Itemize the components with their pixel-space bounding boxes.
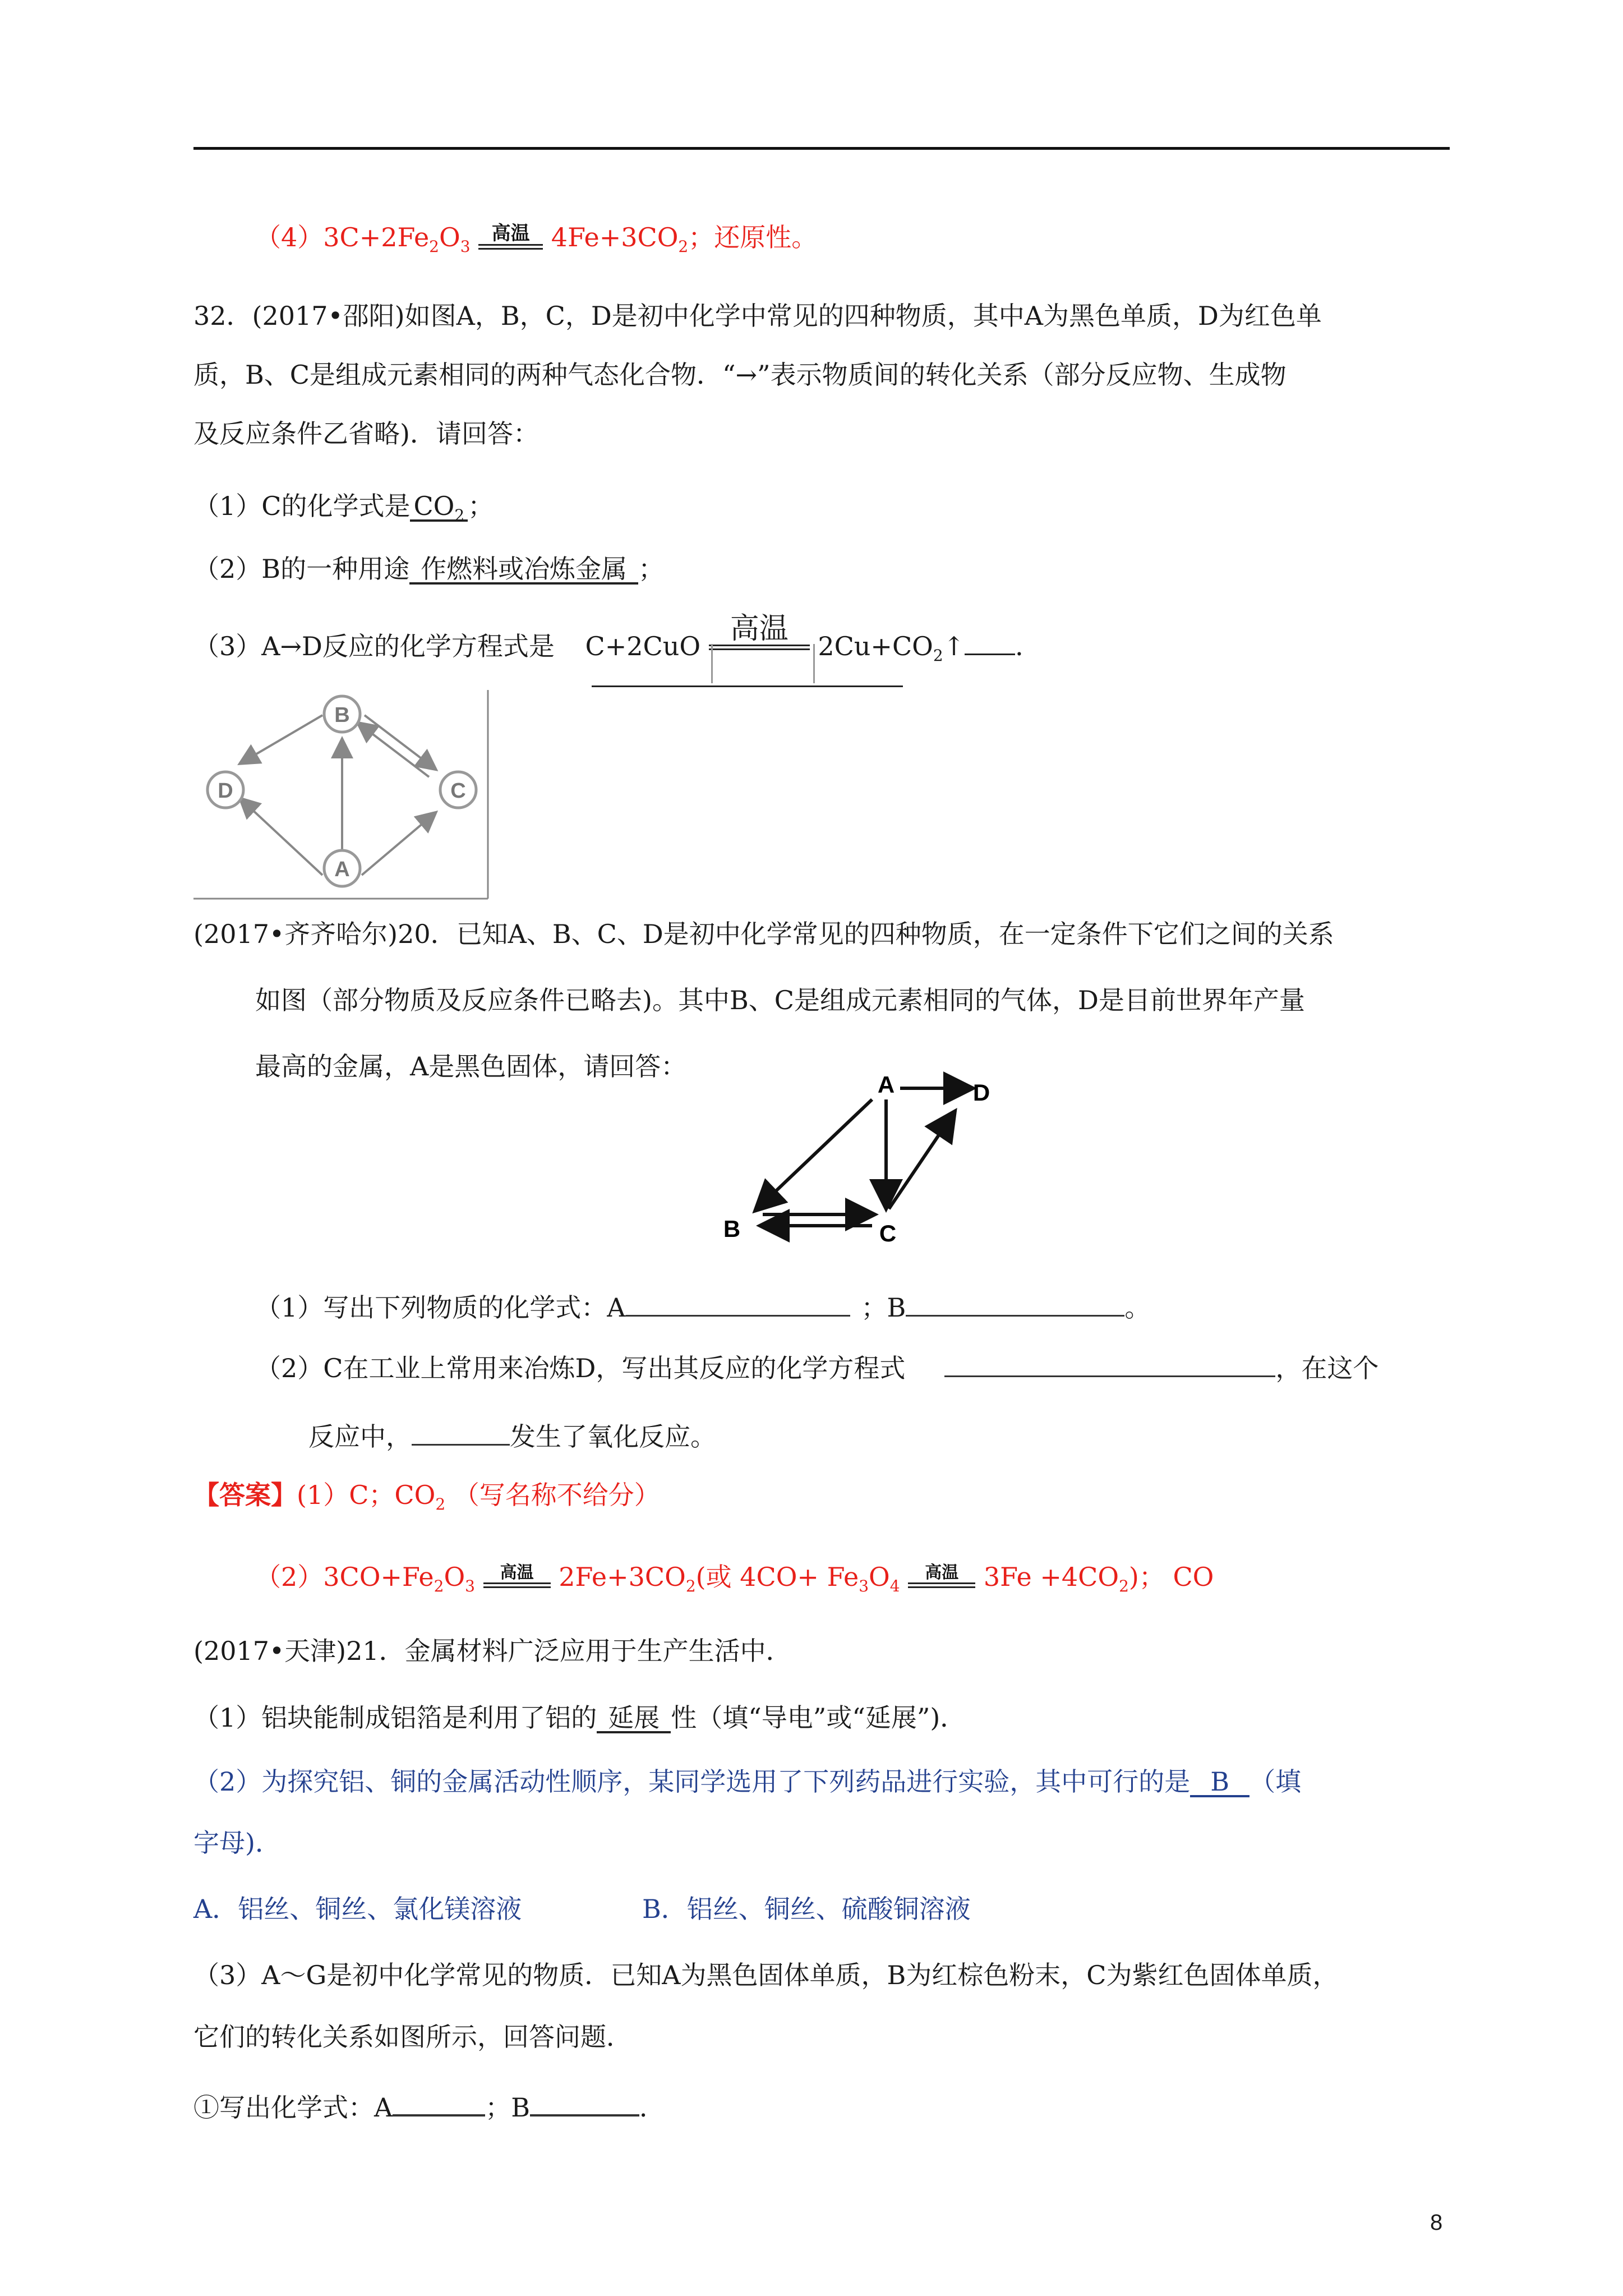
svg-text:B: B	[334, 703, 350, 727]
node-D: D	[972, 1079, 990, 1106]
q20-line2: 如图（部分物质及反应条件已略去)。其中B、C是组成元素相同的气体，D是目前世界年产量	[255, 985, 1305, 1015]
q20-line3: 最高的金属，A是黑色固体，请回答：	[255, 1051, 687, 1082]
q21-part3-line2: 它们的转化关系如图所示，回答问题．	[193, 2022, 632, 2052]
reaction-condition: 高温	[483, 1565, 551, 1588]
q21-part1: （1）铝块能制成铝箔是利用了铝的 延展 性（填“导电”或“延展”)．	[193, 1703, 966, 1733]
q20-answer2: $(2)3CO+Fe_2O_3$ 高温 $2Fe+3CO_2$(或 $4CO+ Fe_3O_4$ 高温 $3Fe +4CO_2$)； CO	[255, 1562, 1214, 1595]
reaction-condition: 高温	[908, 1565, 975, 1588]
node-B: B	[723, 1216, 741, 1242]
svg-text:A: A	[334, 858, 350, 881]
eq-box-edge	[711, 644, 713, 683]
q20-line1: (2017•齐齐哈尔)20．已知A、B、C、D是初中化学常见的四种物质，在一定条件下它们之间的关系	[193, 919, 1334, 949]
q21-part2: （2）为探究铝、铜的金属活动性顺序，某同学选用了下列药品进行实验，其中可行的是 B （填	[193, 1766, 1302, 1797]
node-B	[324, 696, 360, 732]
node-D	[208, 772, 243, 808]
q32-part2: （2）B的一种用途 作燃料或冶炼金属 ；	[193, 554, 665, 584]
answer-line-4: $(4)3C+2Fe_2O_3$ 高温 $4Fe+3CO_2$；还原性。	[255, 222, 818, 256]
q32-intro-line2: 质，B、C是组成元素相同的两种气态化合物．“→”表示物质间的转化关系（部分反应物、生成物	[193, 360, 1287, 390]
page-number: 8	[1430, 2210, 1443, 2235]
q21-option-b: B．铝丝、铜丝、硫酸铜溶液	[642, 1894, 971, 1924]
q21-option-a: A．铝丝、铜丝、氯化镁溶液	[193, 1894, 522, 1924]
q21-part2-cont: 字母)．	[193, 1828, 281, 1858]
q32-part1: （1）C的化学式是 $CO_2$ ；	[193, 491, 494, 524]
q20-part2-cont: 反应中， 发生了氧化反应。	[308, 1419, 716, 1450]
q32-part3-underline	[592, 685, 903, 687]
q32-intro-line3: 及反应条件乙省略)．请回答：	[193, 418, 539, 449]
q20-part2: （2）C在工业上常用来冶炼D，写出其反应的化学方程式 ，在这个	[255, 1351, 1378, 1381]
reaction-condition: 高温	[709, 614, 810, 650]
eq-box-edge	[813, 644, 815, 683]
q32-diagram	[193, 690, 491, 900]
node-C	[440, 772, 476, 808]
q20-diagram	[718, 1071, 990, 1251]
svg-text:D: D	[218, 779, 233, 803]
q20-part1: （1）写出下列物质的化学式：A ；B 。	[255, 1290, 1150, 1320]
node-A: A	[877, 1071, 895, 1098]
q20-answer1: 【答案】(1）C；$CO_2$ （写名称不给分）	[193, 1480, 660, 1513]
reaction-condition: 高温	[478, 224, 543, 250]
svg-text:C: C	[450, 779, 466, 803]
q32-part3: （3）A→D反应的化学方程式是 C+2CuO 高温 $2Cu+CO_2↑$ ．	[193, 612, 1041, 665]
node-A	[324, 850, 360, 886]
q21-part3-question1: ①写出化学式：A ；B ．	[193, 2090, 665, 2120]
q32-intro-line1: 32．(2017•邵阳)如图A，B，C，D是初中化学中常见的四种物质，其中A为黑色单质，D为红色单	[193, 301, 1322, 331]
node-C: C	[879, 1220, 897, 1246]
header-rule	[193, 147, 1450, 150]
q21-intro: (2017•天津)21．金属材料广泛应用于生产生活中．	[193, 1636, 792, 1666]
q21-part3-line1: （3）A～G是初中化学常见的物质．已知A为黑色固体单质，B为红棕色粉末，C为紫红色固体单质，	[193, 1960, 1339, 1990]
